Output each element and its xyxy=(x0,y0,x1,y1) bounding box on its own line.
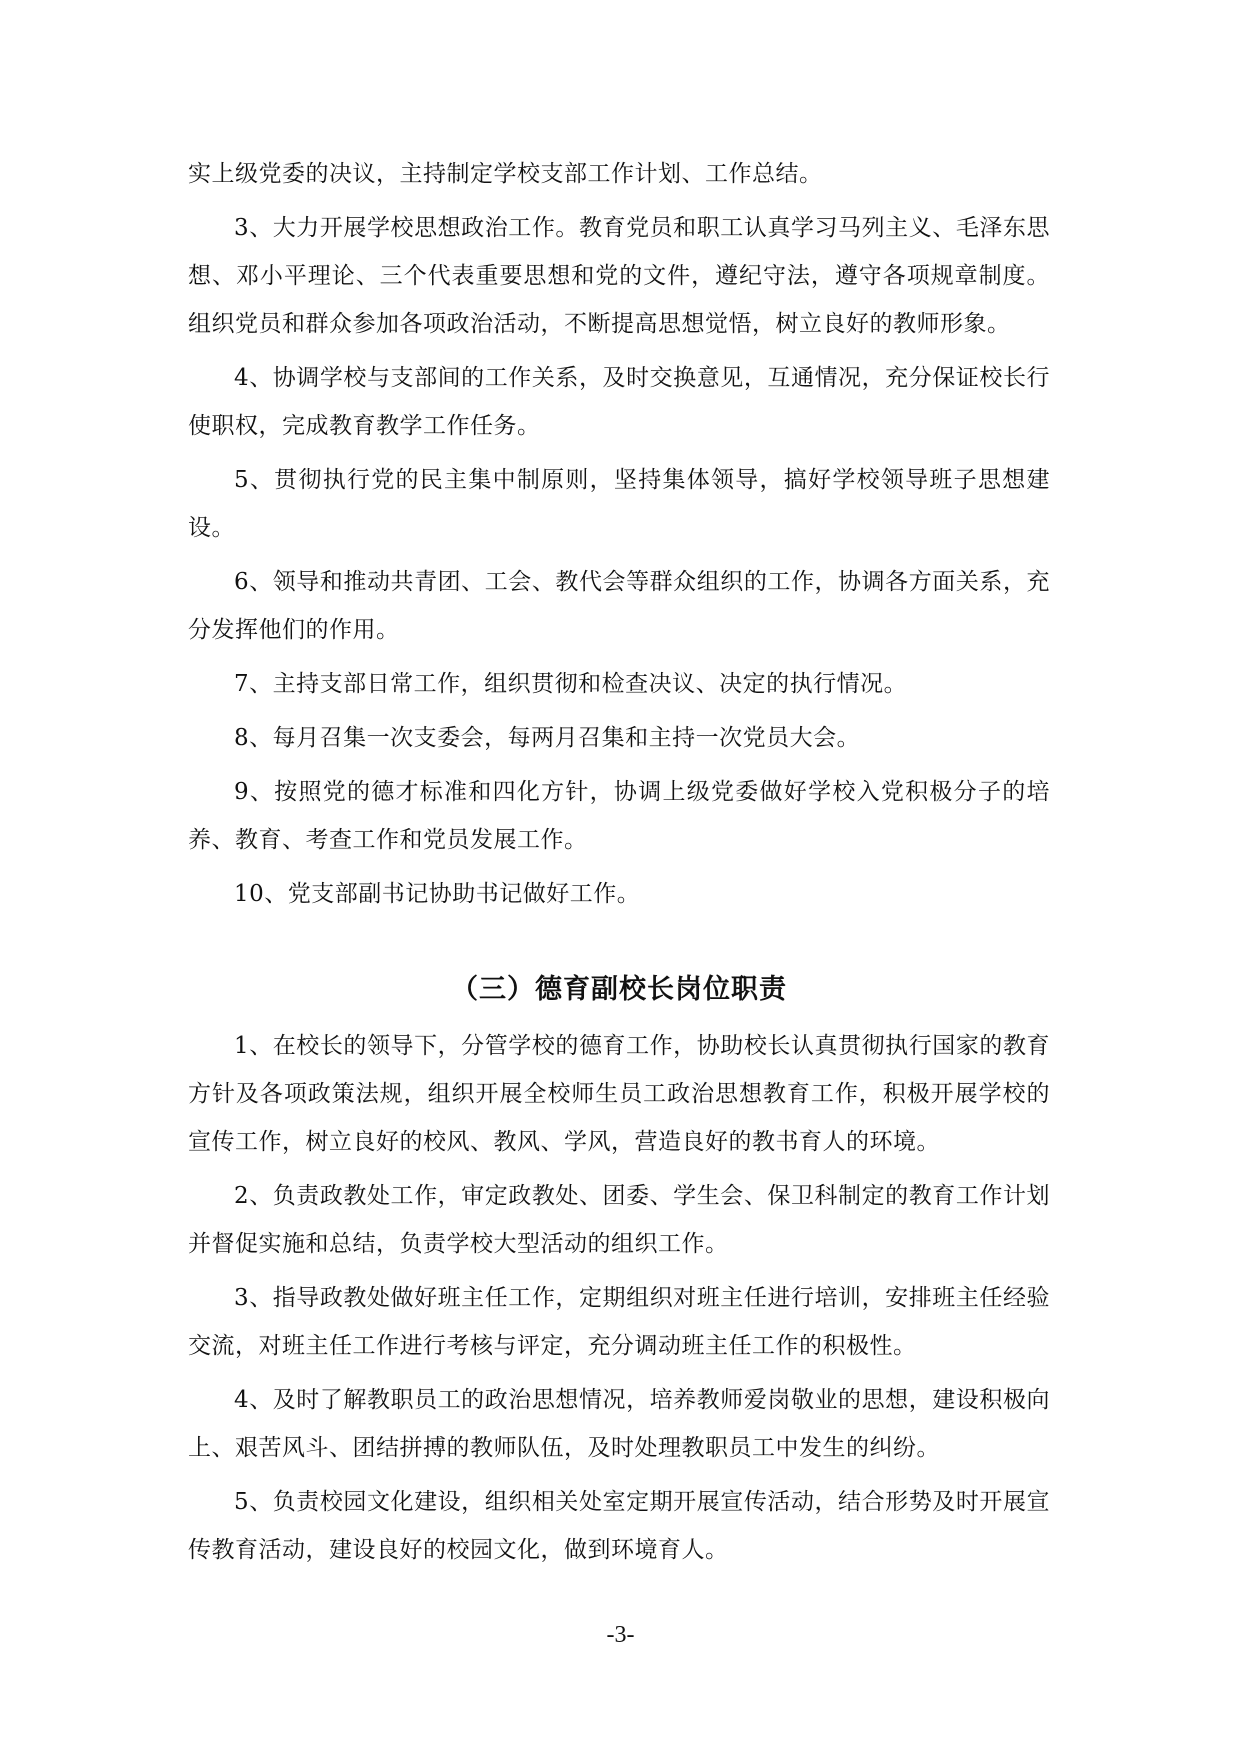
duty-item-8: 8、每月召集一次支委会，每两月召集和主持一次党员大会。 xyxy=(234,725,861,751)
section3-item-5: 5、负责校园文化建设，组织相关处室定期开展宣传活动，结合形势及时开展宣传教育活动，建设良好的校园文化，做到环境育人。 xyxy=(188,1489,1050,1563)
document-body xyxy=(188,150,1050,1580)
duty-item-5: 5、贯彻执行党的民主集中制原则，坚持集体领导，搞好学校领导班子思想建设。 xyxy=(188,467,1050,541)
section3-item-2: 2、负责政教处工作，审定政教处、团委、学生会、保卫科制定的教育工作计划并督促实施和总结，负责学校大型活动的组织工作。 xyxy=(188,1183,1050,1257)
duty-item-3: 3、大力开展学校思想政治工作。教育党员和职工认真学习马列主义、毛泽东思想、邓小平理论、三个代表重要思想和党的文件，遵纪守法，遵守各项规章制度。组织党员和群众参加各项政治活动，不断提高思想觉悟，树立良好的教师形象。 xyxy=(188,215,1050,337)
section-spacer xyxy=(188,924,1050,966)
section-title: （三）德育副校长岗位职责 xyxy=(451,974,787,1005)
duty-item-4: 4、协调学校与支部间的工作关系，及时交换意见，互通情况，充分保证校长行使职权，完成教育教学工作任务。 xyxy=(188,365,1050,439)
section3-item-4: 4、及时了解教职员工的政治思想情况，培养教师爱岗敬业的思想，建设积极向上、艰苦风斗、团结拼搏的教师队伍，及时处理教职员工中发生的纠纷。 xyxy=(188,1387,1050,1461)
section3-item-1: 1、在校长的领导下，分管学校的德育工作，协助校长认真贯彻执行国家的教育方针及各项政策法规，组织开展全校师生员工政治思想教育工作，积极开展学校的宣传工作，树立良好的校风、教风、学风，营造良好的教书育人的环境。 xyxy=(188,1033,1050,1155)
duty-item-7: 7、主持支部日常工作，组织贯彻和检查决议、决定的执行情况。 xyxy=(234,671,908,697)
duty-item-9: 9、按照党的德才标准和四化方针，协调上级党委做好学校入党积极分子的培养、教育、考查工作和党员发展工作。 xyxy=(188,779,1050,853)
page-number: -3- xyxy=(606,1622,635,1648)
duty-item-6: 6、领导和推动共青团、工会、教代会等群众组织的工作，协调各方面关系，充分发挥他们的作用。 xyxy=(188,569,1050,643)
intro-paragraph: 实上级党委的决议，主持制定学校支部工作计划、工作总结。 xyxy=(188,161,823,187)
duty-item-10: 10、党支部副书记协助书记做好工作。 xyxy=(234,881,641,907)
section3-item-3: 3、指导政教处做好班主任工作，定期组织对班主任进行培训，安排班主任经验交流，对班主任工作进行考核与评定，充分调动班主任工作的积极性。 xyxy=(188,1285,1050,1359)
